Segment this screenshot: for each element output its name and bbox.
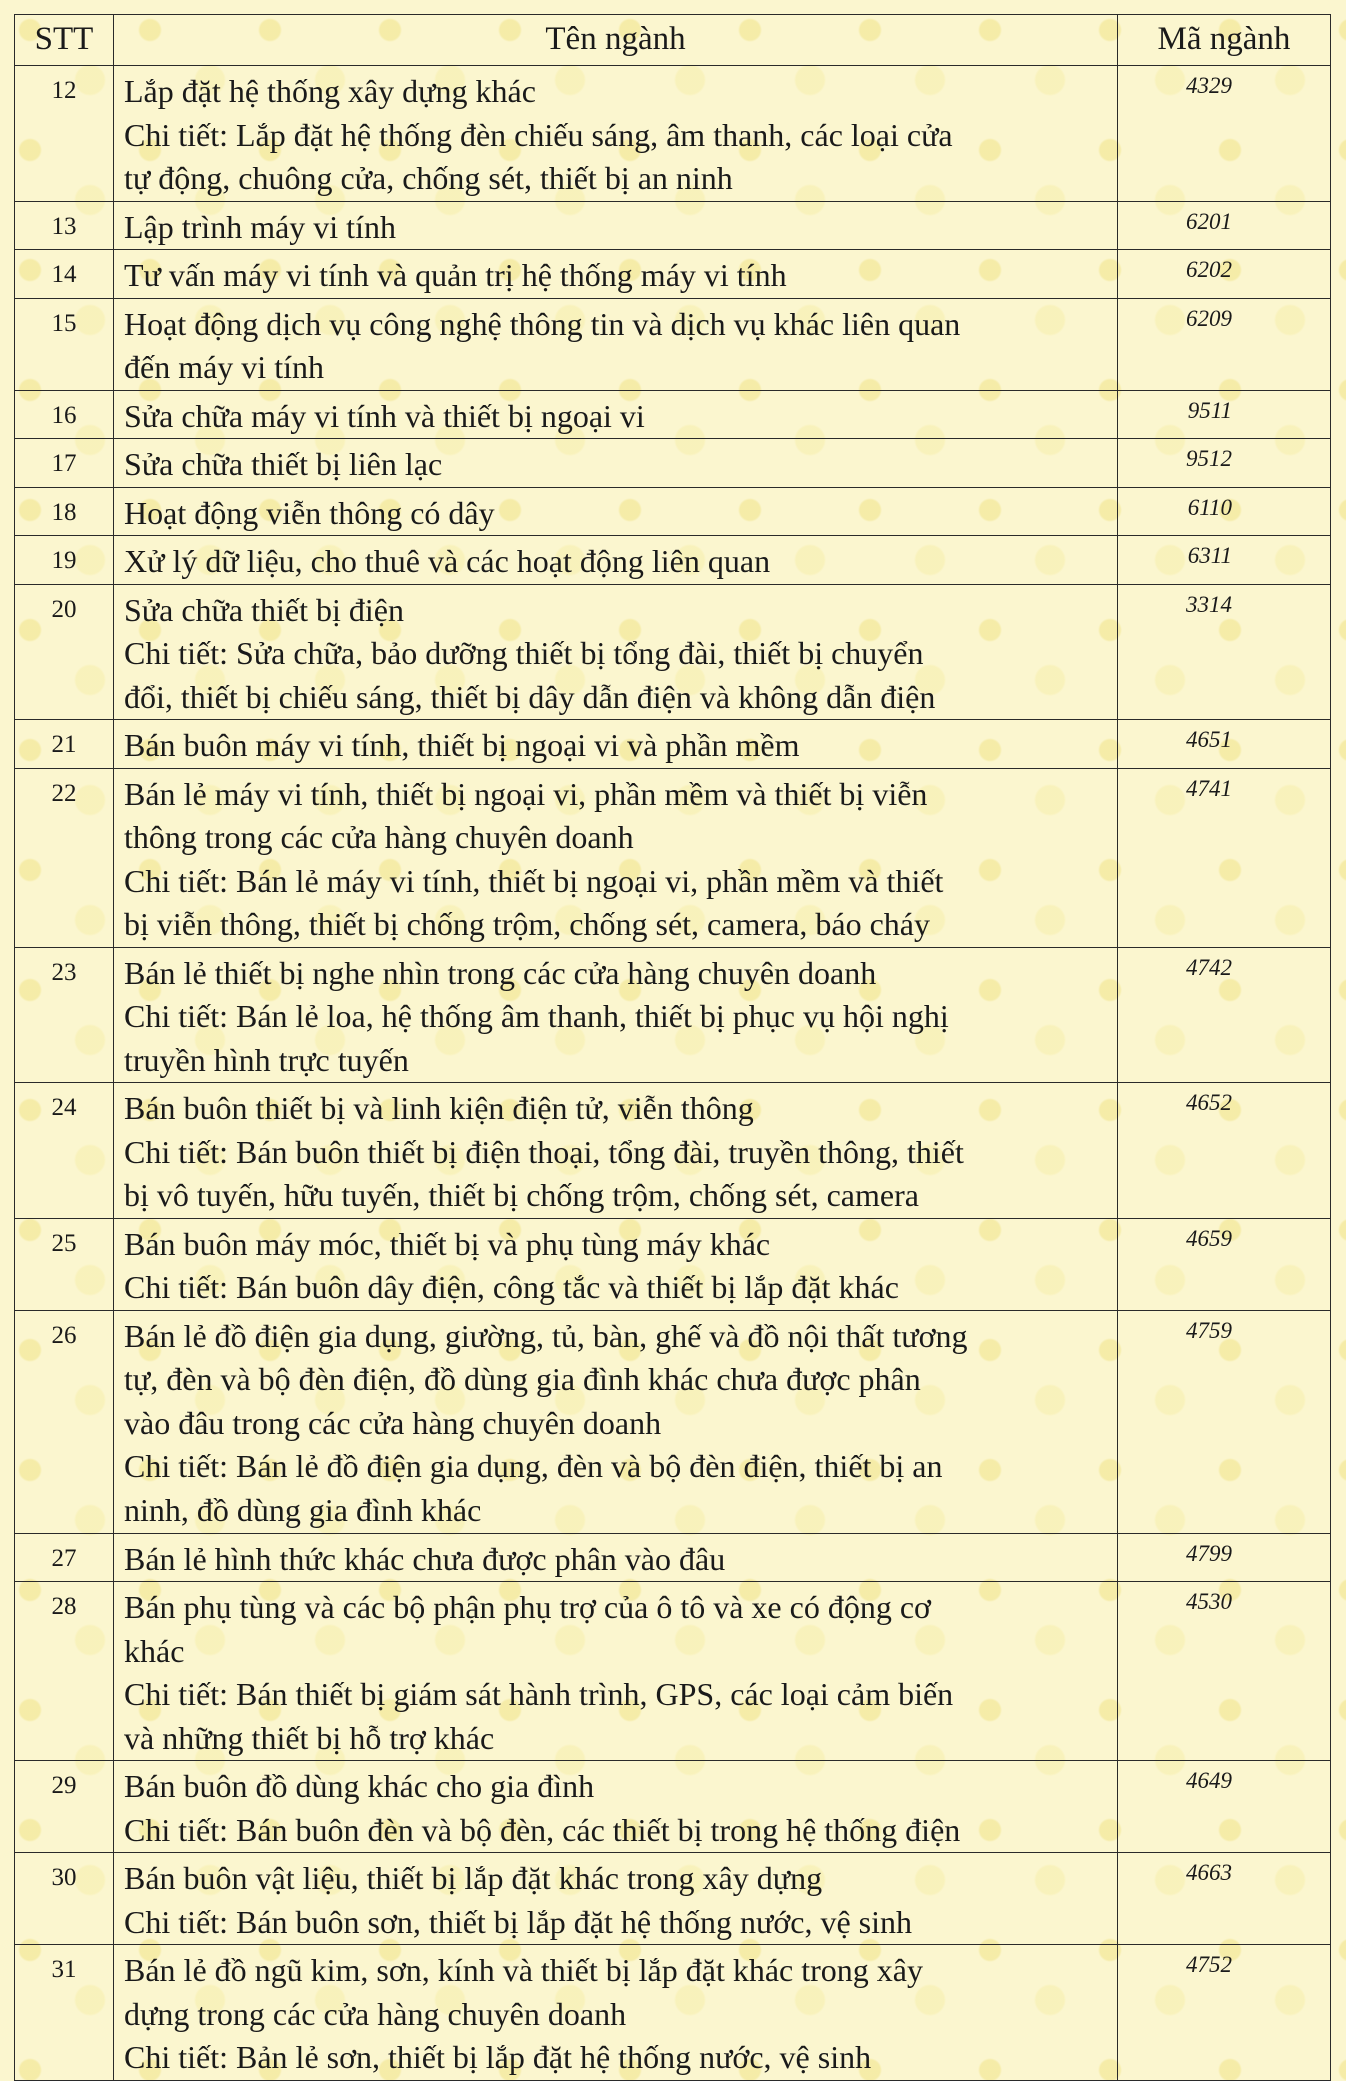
- table-row: [15, 390, 1331, 439]
- business-line-code: 4649: [1118, 1761, 1331, 1853]
- business-line-name: [114, 1533, 1118, 1582]
- business-line-code: 6209: [1118, 298, 1331, 390]
- name-line: ninh, đồ dùng gia đình khác: [124, 1491, 482, 1528]
- row-number: 29: [15, 1761, 114, 1853]
- header-code: Mã ngành: [1118, 15, 1331, 66]
- business-line-code: 6311: [1118, 536, 1331, 585]
- name-line: Chi tiết: Bán lẻ máy vi tính, thiết bị ngoại vi, phần mềm và thiết: [124, 862, 944, 899]
- name-line: dựng trong các cửa hàng chuyên doanh: [124, 1995, 627, 2032]
- row-number: 27: [15, 1533, 114, 1582]
- table-row: [15, 1945, 1331, 2081]
- business-line-name: [114, 439, 1118, 488]
- name-line: Bán phụ tùng và các bộ phận phụ trợ của ô tô và xe có động cơ: [124, 1589, 931, 1626]
- name-line: Xử lý dữ liệu, cho thuê và các hoạt động liên quan: [124, 543, 771, 580]
- business-line-name: [114, 66, 1118, 202]
- name-line: Chi tiết: Bán thiết bị giám sát hành trình, GPS, các loại cảm biến: [124, 1676, 954, 1713]
- business-lines-table: [14, 14, 1331, 2081]
- table-row: [15, 439, 1331, 488]
- business-line-code: 4741: [1118, 768, 1331, 947]
- table-row: [15, 536, 1331, 585]
- business-line-code: 6201: [1118, 201, 1331, 250]
- business-lines-document: [14, 14, 1330, 2081]
- business-line-code: 9512: [1118, 439, 1331, 488]
- name-line: bị vô tuyến, hữu tuyến, thiết bị chống trộm, chống sét, camera: [124, 1177, 919, 1214]
- name-line: Lắp đặt hệ thống xây dựng khác: [124, 73, 536, 109]
- business-line-code: 6202: [1118, 250, 1331, 299]
- table-row: [15, 66, 1331, 202]
- business-line-name: [114, 536, 1118, 585]
- table-row: [15, 720, 1331, 769]
- name-line: Chi tiết: Bán buôn sơn, thiết bị lắp đặt hệ thống nước, vệ sinh: [124, 1903, 912, 1940]
- name-line: đến máy vi tính: [124, 349, 324, 386]
- table-header: [15, 15, 1331, 66]
- name-line: Lập trình máy vi tính: [124, 208, 396, 245]
- name-line: Bán lẻ thiết bị nghe nhìn trong các cửa hàng chuyên doanh: [124, 954, 877, 991]
- name-line: vào đâu trong các cửa hàng chuyên doanh: [124, 1404, 662, 1441]
- business-line-code: 4530: [1118, 1582, 1331, 1761]
- header-stt: STT: [15, 15, 114, 66]
- name-line: Chi tiết: Bán lẻ loa, hệ thống âm thanh, thiết bị phục vụ hội nghị: [124, 998, 949, 1035]
- row-number: 16: [15, 390, 114, 439]
- business-line-code: 4329: [1118, 66, 1331, 202]
- row-number: 19: [15, 536, 114, 585]
- name-line: Bán lẻ đồ ngũ kim, sơn, kính và thiết bị lắp đặt khác trong xây: [124, 1952, 923, 1989]
- business-line-code: 4663: [1118, 1853, 1331, 1945]
- row-number: 31: [15, 1945, 114, 2081]
- name-line: Bán buôn đồ dùng khác cho gia đình: [124, 1768, 595, 1805]
- business-line-code: 4652: [1118, 1083, 1331, 1219]
- name-line: Sửa chữa thiết bị liên lạc: [124, 446, 443, 483]
- business-line-code: 4759: [1118, 1310, 1331, 1533]
- business-line-name: [114, 1853, 1118, 1945]
- name-line: và những thiết bị hỗ trợ khác: [124, 1719, 495, 1756]
- name-line: Bán buôn máy móc, thiết bị và phụ tùng máy khác: [124, 1225, 771, 1262]
- name-line: tự, đèn và bộ đèn điện, đồ dùng gia đình khác chưa được phân: [124, 1361, 921, 1398]
- table-row: [15, 1310, 1331, 1533]
- name-line: Sửa chữa thiết bị điện: [124, 591, 404, 628]
- table-row: [15, 584, 1331, 720]
- row-number: 18: [15, 487, 114, 536]
- business-line-code: 4659: [1118, 1218, 1331, 1310]
- business-line-name: [114, 768, 1118, 947]
- row-number: 28: [15, 1582, 114, 1761]
- row-number: 12: [15, 66, 114, 202]
- name-line: Sửa chữa máy vi tính và thiết bị ngoại vi: [124, 397, 645, 434]
- name-line: Bán lẻ hình thức khác chưa được phân vào đâu: [124, 1540, 726, 1577]
- table-row: [15, 1218, 1331, 1310]
- name-line: Chi tiết: Bán lẻ đồ điện gia dụng, đèn và bộ đèn điện, thiết bị an: [124, 1448, 943, 1485]
- business-line-name: [114, 298, 1118, 390]
- name-line: Chi tiết: Lắp đặt hệ thống đèn chiếu sáng, âm thanh, các loại cửa: [124, 116, 953, 153]
- name-line: đổi, thiết bị chiếu sáng, thiết bị dây dẫn điện và không dẫn điện: [124, 678, 936, 715]
- name-line: Bán buôn máy vi tính, thiết bị ngoại vi và phần mềm: [124, 727, 800, 764]
- name-line: Chi tiết: Bán buôn đèn và bộ đèn, các thiết bị trong hệ thống điện: [124, 1811, 961, 1848]
- table-row: [15, 768, 1331, 947]
- table-row: [15, 250, 1331, 299]
- row-number: 17: [15, 439, 114, 488]
- business-line-code: 3314: [1118, 584, 1331, 720]
- business-line-name: [114, 947, 1118, 1083]
- table-row: [15, 1761, 1331, 1853]
- row-number: 24: [15, 1083, 114, 1219]
- row-number: 15: [15, 298, 114, 390]
- table-row: [15, 298, 1331, 390]
- name-line: Chi tiết: Bán buôn dây điện, công tắc và thiết bị lắp đặt khác: [124, 1269, 899, 1306]
- row-number: 20: [15, 584, 114, 720]
- table-row: [15, 1582, 1331, 1761]
- table-row: [15, 201, 1331, 250]
- header-row: [15, 15, 1331, 66]
- business-line-code: 4799: [1118, 1533, 1331, 1582]
- header-name: Tên ngành: [114, 15, 1118, 66]
- business-line-name: [114, 1582, 1118, 1761]
- table-row: [15, 487, 1331, 536]
- row-number: 30: [15, 1853, 114, 1945]
- name-line: truyền hình trực tuyến: [124, 1041, 409, 1078]
- name-line: Chi tiết: Bán buôn thiết bị điện thoại, tổng đài, truyền thông, thiết: [124, 1133, 964, 1170]
- name-line: khác: [124, 1632, 185, 1669]
- table-row: [15, 1083, 1331, 1219]
- row-number: 25: [15, 1218, 114, 1310]
- name-line: Hoạt động viễn thông có dây: [124, 494, 495, 531]
- business-line-name: [114, 487, 1118, 536]
- table-row: [15, 947, 1331, 1083]
- business-line-code: 4752: [1118, 1945, 1331, 2081]
- name-line: tự động, chuông cửa, chống sét, thiết bị an ninh: [124, 160, 733, 197]
- row-number: 21: [15, 720, 114, 769]
- row-number: 14: [15, 250, 114, 299]
- name-line: bị viễn thông, thiết bị chống trộm, chống sét, camera, báo cháy: [124, 906, 930, 943]
- business-line-name: [114, 390, 1118, 439]
- business-line-name: [114, 1218, 1118, 1310]
- business-line-name: [114, 1083, 1118, 1219]
- business-line-name: [114, 201, 1118, 250]
- business-line-name: [114, 1761, 1118, 1853]
- row-number: 22: [15, 768, 114, 947]
- name-line: Bán buôn thiết bị và linh kiện điện tử, viễn thông: [124, 1090, 754, 1127]
- row-number: 13: [15, 201, 114, 250]
- business-line-code: 4742: [1118, 947, 1331, 1083]
- business-line-code: 9511: [1118, 390, 1331, 439]
- business-line-code: 4651: [1118, 720, 1331, 769]
- name-line: Tư vấn máy vi tính và quản trị hệ thống máy vi tính: [124, 257, 787, 294]
- name-line: Bán lẻ đồ điện gia dụng, giường, tủ, bàn, ghế và đồ nội thất tương: [124, 1317, 968, 1354]
- name-line: Bán buôn vật liệu, thiết bị lắp đặt khác trong xây dựng: [124, 1860, 823, 1897]
- business-line-name: [114, 1310, 1118, 1533]
- table-body: [15, 66, 1331, 2081]
- business-line-name: [114, 1945, 1118, 2081]
- business-line-name: [114, 584, 1118, 720]
- name-line: Hoạt động dịch vụ công nghệ thông tin và dịch vụ khác liên quan: [124, 305, 961, 342]
- business-line-name: [114, 720, 1118, 769]
- name-line: Chi tiết: Sửa chữa, bảo dưỡng thiết bị tổng đài, thiết bị chuyển: [124, 635, 924, 672]
- name-line: Chi tiết: Bản lẻ sơn, thiết bị lắp đặt hệ thống nước, vệ sinh: [124, 2039, 872, 2076]
- row-number: 23: [15, 947, 114, 1083]
- business-line-code: 6110: [1118, 487, 1331, 536]
- table-row: [15, 1533, 1331, 1582]
- table-row: [15, 1853, 1331, 1945]
- name-line: Bán lẻ máy vi tính, thiết bị ngoại vi, phần mềm và thiết bị viễn: [124, 775, 928, 812]
- business-line-name: [114, 250, 1118, 299]
- name-line: thông trong các cửa hàng chuyên doanh: [124, 819, 634, 856]
- row-number: 26: [15, 1310, 114, 1533]
